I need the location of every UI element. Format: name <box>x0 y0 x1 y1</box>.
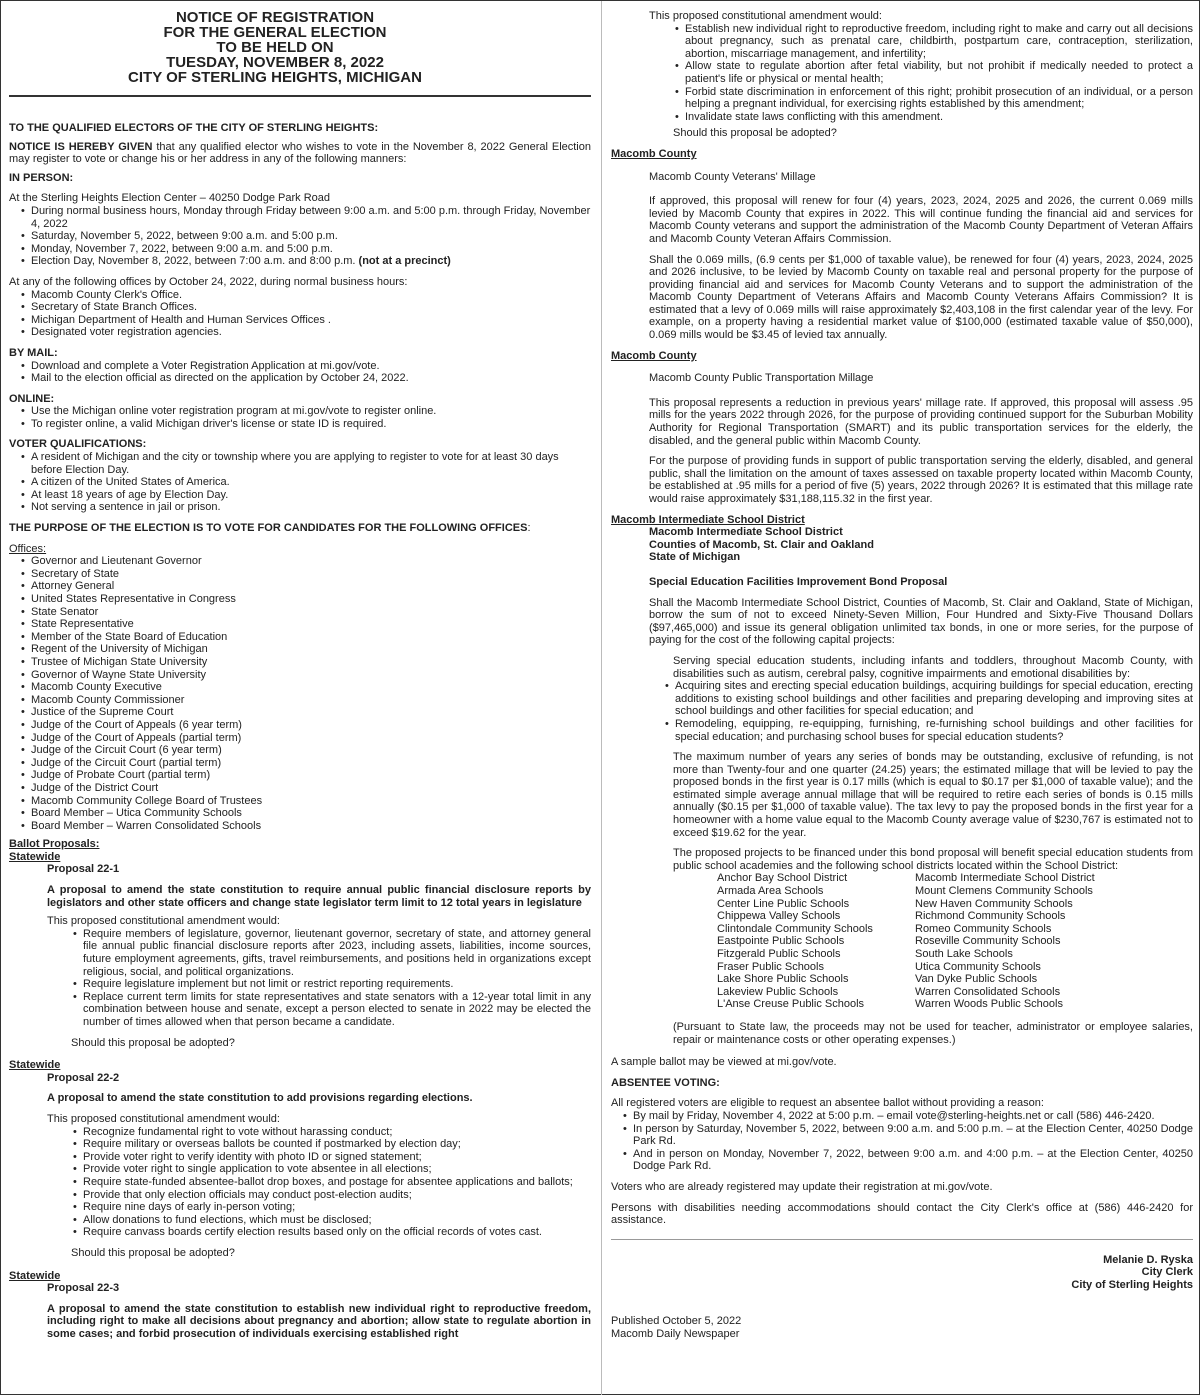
proposal-22-3-title: A proposal to amend the state constitution to establish new individual right to reproductive freedom, including right to make all decisions about pregnancy and abortion; allow state to regulate abortion in some cases; and forbid prosecution of individuals exercising established right <box>47 1302 591 1340</box>
amendment-would: This proposed constitutional amendment would: <box>47 1112 280 1125</box>
school-districts-table <box>611 872 1193 1011</box>
title-line: FOR THE GENERAL ELECTION <box>163 24 387 41</box>
transport-millage-name: Macomb County Public Transportation Millage <box>649 372 874 385</box>
list-item: • To register online, a valid Michigan driver's license or state ID is required. <box>19 418 591 431</box>
proposal-22-1-list <box>9 928 591 1029</box>
amendment-would: This proposed constitutional amendment would: <box>649 10 882 22</box>
district-item: Utica Community Schools <box>915 960 1041 973</box>
election-day-text: Election Day, November 8, 2022, between 7:00 a.m. and 8:00 p.m. <box>31 255 359 268</box>
list-item: • Remodeling, equipping, re-equipping, furnishing, re-furnishing school buildings and other facilities for special education; and purchasing school buses for special education students? <box>663 718 1193 743</box>
list-item: • Macomb County Clerk's Office. <box>19 289 591 302</box>
bond-paragraph-1: Shall the Macomb Intermediate School District, Counties of Macomb, St. Clair and Oakland, State of Michigan, borrow the sum of not to exceed Ninety-Seven Million, Four Hundred and Sixty-Five Thousand Dollars ($97,465,000) and issue its general obligation unlimited tax bonds, in one or more series, for the purpose of paying for the cost of the following capital projects: <box>649 596 1193 647</box>
clerk-city: City of Sterling Heights <box>1071 1278 1193 1291</box>
purpose-heading <box>9 522 591 535</box>
list-item <box>19 255 591 268</box>
bond-paragraph-2: Serving special education students, including infants and toddlers, throughout Macomb County, with disabilities such as autism, cerebral palsy, cognitive impairments and emotional disabilities by: <box>673 654 1193 680</box>
list-item: • Member of the State Board of Education <box>19 631 591 644</box>
bond-paragraph-4: The proposed projects to be financed under this bond proposal will benefit special education students from public school academies and the following school districts located within the School District: <box>673 847 1193 872</box>
notice-title <box>9 1 591 85</box>
list-item: • Board Member – Warren Consolidated Schools <box>19 820 591 833</box>
notice-bold: NOTICE IS HEREBY GIVEN <box>9 140 153 153</box>
list-item: • Provide that only election officials may conduct post-election audits; <box>71 1189 591 1202</box>
list-item: • Regent of the University of Michigan <box>19 643 591 656</box>
macomb-county-label: Macomb County <box>611 349 697 362</box>
proposal-22-1-name: Proposal 22-1 <box>47 863 120 876</box>
title-line: TO BE HELD ON <box>216 39 334 56</box>
should-adopt: Should this proposal be adopted? <box>71 1036 235 1049</box>
list-item: • Require nine days of early in-person voting; <box>71 1201 591 1214</box>
clerk-name: Melanie D. Ryska <box>1103 1253 1193 1266</box>
list-item: • Attorney General <box>19 580 591 593</box>
list-item: • Judge of the District Court <box>19 782 591 795</box>
list-item: • Require canvass boards certify election results based only on the official records of votes cast. <box>71 1226 591 1239</box>
list-item: • Download and complete a Voter Registration Application at mi.gov/vote. <box>19 360 591 373</box>
absentee-intro: All registered voters are eligible to request an absentee ballot without providing a reason: <box>611 1097 1044 1110</box>
sample-ballot-note: A sample ballot may be viewed at mi.gov/vote. <box>611 1056 837 1069</box>
district-item: Van Dyke Public Schools <box>915 973 1038 986</box>
list-item: • And in person on Monday, November 7, 2022, between 9:00 a.m. and 4:00 p.m. – at the Election Center, 40250 Dodge Park Rd. <box>621 1148 1193 1173</box>
ballot-proposals-label: Ballot Proposals: <box>9 838 100 851</box>
district-item: Anchor Bay School District <box>717 872 848 885</box>
districts-column-2 <box>915 872 1175 1011</box>
veterans-paragraph-2: Shall the 0.069 mills, (6.9 cents per $1,000 of taxable value), be renewed for four (4) years, 2023, 2024, 2025 and 2026 inclusive, to be levied by Macomb County on taxable real and personal property for the purpose of providing financial aid and services for Macomb County Veterans and to support the administration of the Macomb County Department of Veterans Affairs and Macomb County Veterans Affairs Commission? It is estimated that a levy of 0.069 mills will raise approximately $2,403,108 in the first calendar year of the levy. For example, on a property having a residential market value of $100,000 (estimated taxable value of $50,000), 0.069 mills would be $3.45 of levied tax annually. <box>649 253 1193 342</box>
district-item: Chippewa Valley Schools <box>717 910 841 923</box>
list-item: • Allow state to regulate abortion after fetal viability, but not prohibit if medically needed to protect a patient's life or physical or mental health; <box>673 60 1193 85</box>
misd-label: Macomb Intermediate School District <box>611 513 805 526</box>
proposal-22-2-title: A proposal to amend the state constitution to add provisions regarding elections. <box>47 1092 473 1105</box>
list-item: • United States Representative in Congress <box>19 593 591 606</box>
proposal-22-2-list <box>9 1126 591 1239</box>
published-date: Published October 5, 2022 <box>611 1315 742 1328</box>
list-item: • By mail by Friday, November 4, 2022 at 5:00 p.m. – email vote@sterling-heights.net or call (586) 446-2420. <box>621 1110 1193 1123</box>
list-item: • Require military or overseas ballots be counted if postmarked by election day; <box>71 1138 591 1151</box>
transport-paragraph-1: This proposal represents a reduction in previous years' millage rate. If approved, this proposal will assess .95 mills for the years 2022 through 2026, for the purpose of providing continued support for the Suburban Mobility Authority for Regional Transportation (SMART) and its public transportation services for the elderly, the disabled, and the general public within Macomb County. <box>649 396 1193 447</box>
published-paper: Macomb Daily Newspaper <box>611 1328 740 1341</box>
registration-offices-list <box>9 289 591 339</box>
district-item: L'Anse Creuse Public Schools <box>717 998 865 1011</box>
title-line: NOTICE OF REGISTRATION <box>175 9 375 26</box>
list-item: • Acquiring sites and erecting special education buildings, acquiring buildings for special education, erecting additions to existing school buildings and other facilities and preparing developing and improving sites at school buildings and other facilities for special education; and <box>663 680 1193 718</box>
qualifications-heading: VOTER QUALIFICATIONS: <box>9 438 147 451</box>
list-item: • Require members of legislature, governor, lieutenant governor, secretary of state, and attorney general file annual public financial disclosure reports after 2023, including assets, liabilities, income sources, future employment agreements, gifts, travel reimbursements, and positions held in organizations except religious, social, and political organizations. <box>71 928 591 978</box>
list-item: • Require state-funded absentee-ballot drop boxes, and postage for absentee applications and ballots; <box>71 1176 591 1189</box>
purpose-heading-text: THE PURPOSE OF THE ELECTION IS TO VOTE FOR CANDIDATES FOR THE FOLLOWING OFFICES <box>9 522 528 535</box>
list-item: • State Senator <box>19 606 591 619</box>
list-item: • Governor of Wayne State University <box>19 669 591 682</box>
offices-list <box>9 555 591 832</box>
bond-paragraph-3: The maximum number of years any series of bonds may be outstanding, exclusive of refunding, is not more than Twenty-four and one quarter (24.25) years; the estimated millage that will be levied to pay the proposed bonds in the first year is 0.17 mills (which is equal to $0.17 per $1,000 of taxable value); and the estimated simple average annual millage that will be required to retire each series of bonds is 0.15 mills annually ($0.15 per $1,000 of taxable value). The tax levy to pay the proposed bonds in the first year for a homeowner with a home value equal to the Macomb County average value of $230,767 is estimated not to exceed $19.62 for the year. <box>673 751 1193 839</box>
district-item: Mount Clemens Community Schools <box>915 885 1093 898</box>
online-list <box>9 405 591 430</box>
district-item: Fitzgerald Public Schools <box>717 948 841 960</box>
list-item: • Provide voter right to single application to vote absentee in all elections; <box>71 1163 591 1176</box>
statewide-label: Statewide <box>9 850 61 863</box>
list-item: • Not serving a sentence in jail or prison. <box>19 501 591 514</box>
macomb-county-label: Macomb County <box>611 147 697 160</box>
list-item: • Trustee of Michigan State University <box>19 656 591 669</box>
election-day-note: (not at a precinct) <box>358 255 451 268</box>
list-item: • A resident of Michigan and the city or township where you are applying to register to vote for at least 30 days before Election Day. <box>19 451 591 476</box>
left-column <box>9 1 591 1340</box>
statewide-label: Statewide <box>9 1269 61 1282</box>
absentee-heading: ABSENTEE VOTING: <box>611 1076 720 1089</box>
list-item: • Monday, November 7, 2022, between 9:00 a.m. and 5:00 p.m. <box>19 243 591 256</box>
proposal-22-1-title: A proposal to amend the state constitution to require annual public financial disclosure reports by legislators and other state officers and change state legislator term limit to 12 total years in legislature <box>47 884 591 909</box>
title-line: TUESDAY, NOVEMBER 8, 2022 <box>166 54 384 71</box>
district-item: Center Line Public Schools <box>717 897 850 910</box>
district-item: Macomb Intermediate School District <box>915 872 1095 885</box>
districts-column-1 <box>717 872 915 1011</box>
list-item: • Establish new individual right to reproductive freedom, including right to make and carry out all decisions about pregnancy, such as prenatal care, childbirth, postpartum care, contraception, sterilization, abortion, miscarriage management, and infertility; <box>673 23 1193 61</box>
list-item: • During normal business hours, Monday through Friday between 9:00 a.m. and 5:00 p.m. through Friday, November 4, 2022 <box>19 205 591 230</box>
list-item: • Use the Michigan online voter registration program at mi.gov/vote to register online. <box>19 405 591 418</box>
should-adopt: Should this proposal be adopted? <box>71 1246 235 1259</box>
accommodations-note: Persons with disabilities needing accommodations should contact the City Clerk's office at (586) 446-2420 for assistance. <box>611 1201 1193 1227</box>
list-item: • Mail to the election official as directed on the application by October 24, 2022. <box>19 372 591 385</box>
list-item: • Judge of the Court of Appeals (partial term) <box>19 732 591 745</box>
list-item: • Replace current term limits for state representatives and state senators with a 12-year total limit in any combination between house and senate, except a person elected to senate in 2022 may be elected the number of times allowed when that person became a candidate. <box>71 991 591 1029</box>
online-heading: ONLINE: <box>9 392 55 405</box>
qualifications-list <box>9 451 591 514</box>
list-item: • Provide voter right to verify identity with photo ID or signed statement; <box>71 1151 591 1164</box>
notice-rest: that any qualified elector who wishes to vote in the November 8, 2022 General Election may register to vote or change his or her address in any of the following manners: <box>9 140 591 166</box>
district-item: Armada Area Schools <box>717 885 824 898</box>
list-item: • Designated voter registration agencies. <box>19 326 591 339</box>
list-item: • In person by Saturday, November 5, 2022, between 9:00 a.m. and 5:00 p.m. – at the Election Center, 40250 Dodge Park Rd. <box>621 1123 1193 1148</box>
bond-proposal-title: Special Education Facilities Improvement Bond Proposal <box>649 575 948 588</box>
list-item: • Invalidate state laws conflicting with this amendment. <box>673 111 1193 124</box>
district-item: Eastpointe Public Schools <box>717 935 845 948</box>
proposal-22-2-name: Proposal 22-2 <box>47 1071 120 1084</box>
proposal-22-3-list <box>611 23 1193 124</box>
list-item: • At least 18 years of age by Election Day. <box>19 489 591 502</box>
district-item: South Lake Schools <box>915 948 1013 960</box>
should-adopt: Should this proposal be adopted? <box>673 127 837 140</box>
absentee-list <box>611 1110 1193 1173</box>
list-item: • Judge of the Circuit Court (6 year term) <box>19 744 591 757</box>
bond-project-list <box>611 680 1193 743</box>
list-item: • Judge of the Circuit Court (partial term) <box>19 757 591 770</box>
title-rule <box>9 95 591 97</box>
veterans-paragraph-1: If approved, this proposal will renew for four (4) years, 2023, 2024, 2025 and 2026, the current 0.069 mills levied by Macomb County that expires in 2022. This will continue funding the financial aid and services for Macomb County veterans and support the administration of the Macomb County Department of Veteran Affairs and Macomb County Veteran Affairs Commission. <box>649 195 1193 245</box>
district-item: Warren Woods Public Schools <box>915 998 1063 1011</box>
list-item: • Judge of the Court of Appeals (6 year term) <box>19 719 591 732</box>
transport-paragraph-2: For the purpose of providing funds in support of public transportation serving the elderly, disabled, and general public, shall the limitation on the amount of taxes assessed on taxable property located within Macomb County, be established at .95 mills for a period of five (5) years, 2022 through 2026? It is estimated that this millage rate would raise approximately $31,188,115.32 in the first year. <box>649 455 1193 505</box>
list-item: • Macomb County Executive <box>19 681 591 694</box>
update-registration-note: Voters who are already registered may update their registration at mi.gov/vote. <box>611 1180 993 1193</box>
list-item: • Macomb Community College Board of Trustees <box>19 795 591 808</box>
bond-paragraph-5: (Pursuant to State law, the proceeds may not be used for teacher, administrator or employee salaries, repair or maintenance costs or other operating expenses.) <box>673 1020 1193 1046</box>
district-item: Clintondale Community Schools <box>717 922 873 935</box>
right-column <box>611 1 1193 1341</box>
by-mail-heading: BY MAIL: <box>9 346 58 359</box>
district-item: New Haven Community Schools <box>915 897 1073 910</box>
district-item: Romeo Community Schools <box>915 922 1052 935</box>
notice-paragraph <box>9 141 591 166</box>
misd-header-line: Counties of Macomb, St. Clair and Oakland <box>649 538 874 551</box>
list-item: • Allow donations to fund elections, which must be disclosed; <box>71 1214 591 1227</box>
title-line: CITY OF STERLING HEIGHTS, MICHIGAN <box>128 69 422 86</box>
district-item: Richmond Community Schools <box>915 910 1066 923</box>
list-item: • Macomb County Commissioner <box>19 694 591 707</box>
district-item: Lakeview Public Schools <box>717 985 839 998</box>
list-item: • Board Member – Utica Community Schools <box>19 807 591 820</box>
list-item: • Forbid state discrimination in enforcement of this right; prohibit prosecution of an individual, or a person helping a pregnant individual, for exercising rights established by this amendment; <box>673 86 1193 111</box>
in-person-heading: IN PERSON: <box>9 171 74 184</box>
list-item: • Saturday, November 5, 2022, between 9:00 a.m. and 5:00 p.m. <box>19 230 591 243</box>
offices-label: Offices: <box>9 542 47 555</box>
amendment-would: This proposed constitutional amendment would: <box>47 915 280 928</box>
signature-rule <box>611 1239 1193 1240</box>
list-item: • Judge of Probate Court (partial term) <box>19 769 591 782</box>
list-item: • Recognize fundamental right to vote without harassing conduct; <box>71 1126 591 1139</box>
proposal-22-3-name: Proposal 22-3 <box>47 1282 120 1295</box>
list-item: • Secretary of State Branch Offices. <box>19 301 591 314</box>
misd-header-line: Macomb Intermediate School District <box>649 526 843 539</box>
list-item: • A citizen of the United States of America. <box>19 476 591 489</box>
statewide-label: Statewide <box>9 1059 61 1072</box>
electors-heading: TO THE QUALIFIED ELECTORS OF THE CITY OF STERLING HEIGHTS: <box>9 122 379 134</box>
column-divider <box>601 1 602 1395</box>
in-person-list <box>9 205 591 268</box>
veterans-millage-name: Macomb County Veterans' Millage <box>649 170 816 183</box>
list-item: • Require legislature implement but not limit or restrict reporting requirements. <box>71 978 591 991</box>
offices-intro: At any of the following offices by October 24, 2022, during normal business hours: <box>9 275 408 288</box>
district-item: Lake Shore Public Schools <box>717 973 849 986</box>
district-item: Roseville Community Schools <box>915 935 1061 948</box>
misd-header-line: State of Michigan <box>649 551 741 564</box>
list-item: • Secretary of State <box>19 568 591 581</box>
clerk-title: City Clerk <box>1141 1266 1193 1279</box>
in-person-location: At the Sterling Heights Election Center – 40250 Dodge Park Road <box>9 192 331 205</box>
list-item: • Michigan Department of Health and Human Services Offices . <box>19 314 591 327</box>
list-item: • Governor and Lieutenant Governor <box>19 555 591 568</box>
purpose-colon: : <box>527 522 531 535</box>
district-item: Fraser Public Schools <box>717 960 824 973</box>
list-item: • Justice of the Supreme Court <box>19 706 591 719</box>
by-mail-list <box>9 360 591 385</box>
list-item: • State Representative <box>19 618 591 631</box>
district-item: Warren Consolidated Schools <box>915 985 1061 998</box>
